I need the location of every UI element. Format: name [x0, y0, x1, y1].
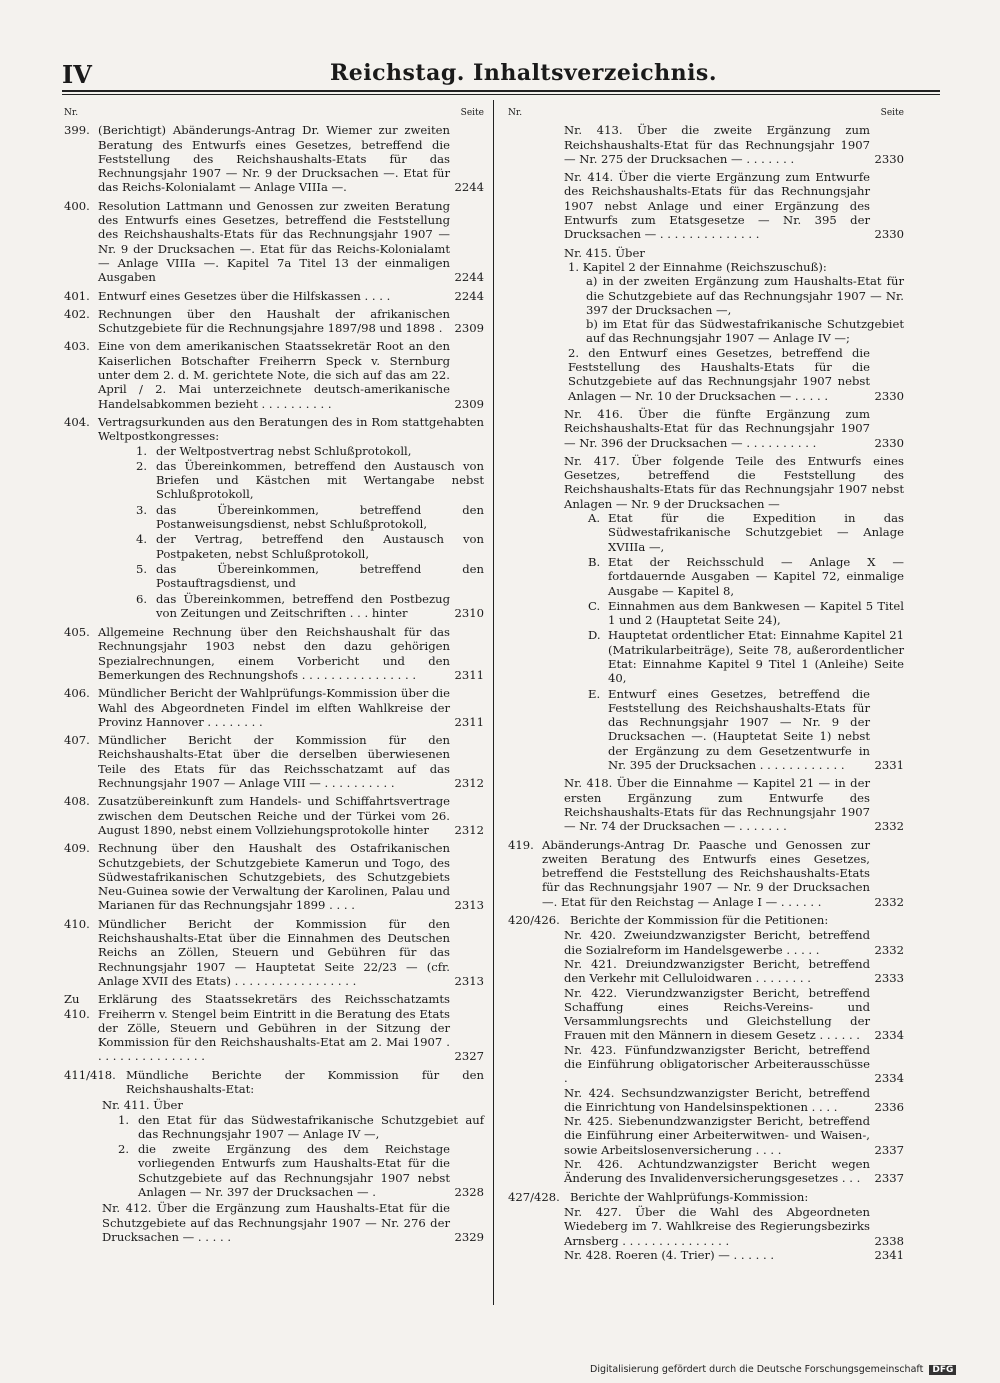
entry-page: 2332 — [874, 894, 904, 909]
list-item: C. Einnahmen aus dem Bankwesen — Kapitel 5 Titel 1 und 2 (Hauptetat Seite 24), — [588, 598, 904, 628]
entry-text: Rechnung über den Haushalt des Ostafrikanischen Schutzgebiets, der Schutzgebiete Kamerun und Togo, des Südwestafrikanischen Schutzgebiets, des Schutzgebiets Neu-Guinea sowie der Verwaltung der Karolinen, Palau und Marianen für das Rechnungsjahr 1899 . . . . — [98, 841, 450, 913]
list-item: 2. die zweite Ergänzung des dem Reichstage vorliegenden Entwurfs zum Haushalts-Etat für die Schutzgebiete auf das Rechnungsjahr 1907 nebst Anlagen — Nr. 397 der Drucksachen — . 2328 — [118, 1142, 484, 1200]
entry-text: Berichte der Wahlprüfungs-Kommission: — [570, 1189, 809, 1204]
entry-page: 2329 — [454, 1229, 484, 1244]
entry-number: 403. — [64, 339, 90, 354]
entry-text: Rechnungen über den Haushalt der afrikanischen Schutzgebiete für die Rechnungsjahre 1897/98 und 1898 . — [98, 306, 450, 336]
entry-page: 2311 — [454, 667, 484, 682]
entry-page: 2309 — [454, 321, 484, 336]
entry-zu-410 — [64, 992, 484, 1063]
sub-entry-416: Nr. 416. Über die fünfte Ergänzung zum Reichshaushalts-Etat für das Rechnungsjahr 1907 — Nr. 396 der Drucksachen — . . . . . . . . . . 2330 — [564, 406, 904, 450]
footer-credit: Digitalisierung gefördert durch die Deutsche Forschungsgemeinschaft DFG — [590, 1364, 956, 1375]
entry-text: Vertragsurkunden aus den Beratungen des in Rom stattgehabten Weltpostkongresses: — [98, 414, 484, 444]
entry-page: 2244 — [454, 180, 484, 195]
entry-409 — [64, 841, 484, 912]
left-column — [64, 106, 484, 1244]
entry-number: 420/426. — [508, 913, 560, 928]
entry-page: 2311 — [454, 714, 484, 729]
entry-page: 2309 — [454, 396, 484, 411]
entry-text: Mündlicher Bericht der Kommission für den Reichshaushalts-Etat über die Einnahmen des Deutschen Reichs an Zöllen, Steuern und Gebühren für das Rechnungsjahr 1907 — Hauptetat Seite 22/23 — (cfr. Anlage XVII des Etats) . . . . . . . . . . . . . . . . . — [98, 916, 450, 988]
entry-399 — [64, 123, 484, 194]
list-item: 3. das Übereinkommen, betreffend den Postanweisungsdienst, nebst Schlußprotokoll, — [136, 502, 484, 532]
entry-text: Erklärung des Staatssekretärs des Reichsschatzamts Freiherrn v. Stengel beim Eintritt in die Beratung des Etats der Zölle, Steuern und Gebühren in der Sitzung der Kommission für den Reichshaushalts-Etat am 2. Mai 1907 . . . . . . . . . . . . . . . . — [98, 992, 450, 1064]
entry-401 — [64, 289, 484, 303]
entry-402 — [64, 307, 484, 336]
entry-number: 402. — [64, 306, 90, 321]
entry-number: 404. — [64, 414, 90, 429]
list-item: Nr. 422. Vierundzwanzigster Bericht, betreffend Schaffung eines Reichs-Vereins- und Versammlungsrechts und Gleichstellung der Frauen mit den Männern in diesem Gesetz . . . . . . 2334 — [564, 985, 904, 1043]
entry-419 — [508, 838, 904, 909]
page-title: Reichstag. Inhaltsverzeichnis. — [330, 60, 717, 86]
entry-number: 408. — [64, 794, 90, 809]
list-item: Nr. 421. Dreiundzwanzigster Bericht, betreffend den Verkehr mit Celluloidwaren . . . . . . . . 2333 — [564, 956, 904, 986]
sub-entry-415: Nr. 415. Über 1. Kapitel 2 der Einnahme (Reichszuschuß): a) in der zweiten Ergänzung zum Haushalts-Etat für die Schutzgebiete auf das Rechnungsjahr 1907 — Nr. 397 der Drucksachen —, b) im Etat für das Südwestafrikanische Schutzgebiet auf das Rechnungsjahr 1907 — Anlage IV —; 2. den Entwurf eines Gesetzes, betreffend die Feststellung des Haushalts-Etats für die Schutzgebiete auf das Rechnungsjahr 1907 nebst Anlagen — Nr. 10 der Drucksachen — . . . . . 2330 — [564, 245, 904, 403]
seite-heading: Seite — [460, 108, 484, 118]
entry-page: 2330 — [874, 151, 904, 166]
list-item: Nr. 425. Siebenundzwanzigster Bericht, betreffend die Einführung einer Arbeiterwitwen- und Waisen-, sowie Arbeitslosenversicherung . . . . 2337 — [564, 1114, 904, 1157]
nr-heading: Nr. — [64, 108, 79, 118]
list-item: B. Etat der Reichsschuld — Anlage X — fortdauernde Ausgaben — Kapitel 72, einmalige Ausgabe — Kapitel 8, — [588, 554, 904, 598]
sub-entry-413: Nr. 413. Über die zweite Ergänzung zum Reichshaushalts-Etat für das Rechnungsjahr 1907 — Nr. 275 der Drucksachen — . . . . . . . 2330 — [564, 123, 904, 166]
sub-entry-411: Nr. 411. Über 1. den Etat für das Südwestafrikanische Schutzgebiet auf das Rechnungsjahr 1907 — Anlage IV —, 2. die zweite Ergänzung des dem Reichstage vorliegenden Entwurfs zum Haushalts-Etat für die Schutzgebiete auf das Rechnungsjahr 1907 nebst Anlagen — Nr. 397 der Drucksachen — . 2328 — [102, 1098, 484, 1200]
list-item: 6. das Übereinkommen, betreffend den Postbezug von Zeitungen und Zeitschriften . . . hinter 2310 — [136, 591, 484, 620]
list-item: Nr. 420. Zweiundzwanzigster Bericht, betreffend die Sozialreform im Handelsgewerbe . . . . . 2332 — [564, 928, 904, 957]
entry-text: Berichte der Kommission für die Petitionen: — [570, 913, 829, 928]
entry-page: 2330 — [874, 388, 904, 403]
list-item: E. Entwurf eines Gesetzes, betreffend die Feststellung des Reichshaushalts-Etats für das Rechnungsjahr 1907 — Nr. 9 der Drucksachen —. (Hauptetat Seite 1) nebst der Ergänzung zu dem Gesetzentwurfe in Nr. 395 der Drucksachen . . . . . . . . . . . . 2331 — [588, 686, 904, 773]
entry-text: Eine von dem amerikanischen Staatssekretär Root an den Kaiserlichen Botschafter Freiherrn Speck v. Sternburg unter dem 2. d. M. gerichtete Note, die sich auf das am 22. April / 2. Mai unterzeichnete deutsch-amerikanische Handelsabkommen bezieht . . . . . . . . . . — [98, 339, 450, 411]
entry-410 — [64, 917, 484, 988]
entry-405 — [64, 625, 484, 682]
entry-number: 410. — [64, 916, 90, 931]
entry-number: 401. — [64, 288, 90, 303]
entry-420-426 — [508, 913, 904, 927]
entry-page: 2328 — [454, 1185, 484, 1200]
entry-number: 407. — [64, 733, 90, 748]
list-item: 5. das Übereinkommen, betreffend den Postauftragsdienst, und — [136, 561, 484, 591]
entry-text: Mündlicher Bericht der Kommission für den Reichshaushalts-Etat über die derselben überwiesenen Teile des Etats für das Reichsschatzamt auf das Rechnungsjahr 1907 — Anlage VIII — . . . . . . . . . . — [98, 733, 450, 791]
entry-406 — [64, 686, 484, 729]
entry-page: 2330 — [874, 227, 904, 242]
sub-entry-418: Nr. 418. Über die Einnahme — Kapitel 21 — in der ersten Ergänzung zum Entwurfe des Reichshaushalts-Etats für das Rechnungsjahr 1907 — Nr. 74 der Drucksachen — . . . . . . . 2332 — [564, 776, 904, 834]
petition-reports — [508, 928, 904, 1185]
entry-text: (Berichtigt) Abänderungs-Antrag Dr. Wiemer zur zweiten Beratung des Entwurfs eines Gesetzes, betreffend die Feststellung des Reichshaushalts-Etats für das Rechnungsjahr 1907 — Nr. 9 der Drucksachen —. Etat für das Reichs-Kolonialamt — Anlage VIIIa —. — [98, 123, 450, 195]
entry-400 — [64, 199, 484, 285]
entry-number: 409. — [64, 841, 90, 856]
entry-page: 2244 — [454, 270, 484, 285]
list-item: Nr. 427. Über die Wahl des Abgeordneten Wiedeberg im 7. Wahlkreise des Regierungsbezirks Arnsberg . . . . . . . . . . . . . . . 2338 — [564, 1204, 904, 1248]
entry-number: 400. — [64, 198, 90, 213]
entry-text: Abänderungs-Antrag Dr. Paasche und Genossen zur zweiten Beratung des Entwurfs eines Gesetzes, betreffend die Feststellung des Reichshaushalts-Etats für das Rechnungsjahr 1907 — Nr. 9 der Drucksachen —. Etat für den Reichstag — Anlage I — . . . . . . — [542, 837, 870, 909]
entry-text: Mündlicher Bericht der Wahlprüfungs-Kommission über die Wahl des Abgeordneten Findel im elften Wahlkreise der Provinz Hannover . . . . . . . . — [98, 686, 450, 729]
right-column — [508, 106, 904, 1262]
list-item: D. Hauptetat ordentlicher Etat: Einnahme Kapitel 21 (Matrikularbeiträge), Seite 78, außerordentlicher Etat: Einnahme Kapitel 9 Titel 1 (Anleihe) Seite 40, — [588, 628, 904, 686]
entry-page: 2310 — [454, 605, 484, 620]
entry-number: 419. — [508, 837, 534, 852]
entry-text: Mündliche Berichte der Kommission für den Reichshaushalts-Etat: — [126, 1067, 484, 1096]
page-number: IV — [62, 60, 92, 89]
sub-entry-414: Nr. 414. Über die vierte Ergänzung zum Entwurfe des Reichshaushalts-Etats für das Rechnungsjahr 1907 nebst Anlage und einer Ergänzung des Entwurfs zum Etatsgesetze — Nr. 395 der Drucksachen — . . . . . . . . . . . . . . 2330 — [564, 170, 904, 242]
entry-number: 427/428. — [508, 1189, 560, 1204]
entry-page: 2330 — [874, 435, 904, 450]
entry-page: 2313 — [454, 898, 484, 913]
entry-text: Entwurf eines Gesetzes über die Hilfskassen . . . . — [98, 288, 391, 303]
list-item: 1. den Etat für das Südwestafrikanische Schutzgebiet auf das Rechnungsjahr 1907 — Anlage IV —, — [118, 1112, 484, 1141]
entry-408 — [64, 794, 484, 837]
entry-number: 411/418. — [64, 1067, 116, 1082]
dfg-logo: DFG — [929, 1365, 956, 1375]
entry-text: Allgemeine Rechnung über den Reichshaushalt für das Rechnungsjahr 1903 nebst den dazu gehörigen Spezialrechnungen, einem Vorbericht und den Bemerkungen des Rechnungshofs . . . . . . . . . . . . . . . . — [98, 625, 450, 682]
nr-heading: Nr. — [508, 108, 523, 118]
entry-text: Zusatzübereinkunft zum Handels- und Schiffahrtsvertrage zwischen dem Deutschen Reiche und der Türkei vom 26. August 1890, nebst einem Vollziehungsprotokolle hinter — [98, 794, 450, 837]
seite-heading: Seite — [880, 108, 904, 118]
entry-number: 405. — [64, 625, 90, 640]
entry-407 — [64, 733, 484, 790]
entry-number: Zu 410. — [64, 992, 90, 1021]
entry-page: 2331 — [874, 758, 904, 773]
list-item: Nr. 428. Roeren (4. Trier) — . . . . . . 2341 — [564, 1247, 904, 1262]
header-rule-thin — [62, 94, 940, 95]
entry-403 — [64, 339, 484, 410]
entry-411-418 — [64, 1068, 484, 1097]
entry-text: Resolution Lattmann und Genossen zur zweiten Beratung des Entwurfs eines Gesetzes, betreffend die Feststellung des Reichshaushalts-Etats für das Rechnungsjahr 1907 — Nr. 9 der Drucksachen —. Etat für das Reichs-Kolonialamt — Anlage VIIIa —. Kapitel 7a Titel 13 der einmaligen Ausgaben — [98, 198, 450, 285]
column-header — [64, 106, 484, 120]
entry-page: 2244 — [454, 288, 484, 303]
election-reports — [508, 1205, 904, 1262]
column-divider — [493, 100, 494, 1305]
list-item: 1. der Weltpostvertrag nebst Schlußprotokoll, — [136, 443, 412, 458]
entry-page: 2313 — [454, 973, 484, 988]
list-item: 2. das Übereinkommen, betreffend den Austausch von Briefen und Kästchen mit Wertangabe nebst Schlußprotokoll, — [136, 458, 484, 502]
sub-entry-412: Nr. 412. Über die Ergänzung zum Haushalts-Etat für die Schutzgebiete auf das Rechnungsjahr 1907 — Nr. 276 der Drucksachen — . . . . . 2329 — [102, 1201, 484, 1244]
header-rule — [62, 90, 940, 92]
list-item: A. Etat für die Expedition in das Südwestafrikanische Schutzgebiet — Anlage XVIIIa —, — [588, 511, 904, 554]
entry-page: 2327 — [454, 1049, 484, 1064]
entry-page: 2312 — [454, 822, 484, 837]
column-header — [508, 106, 904, 120]
list-item: Nr. 426. Achtundzwanzigster Bericht wegen Änderung des Invalidenversicherungsgesetzes . . . 2337 — [564, 1157, 904, 1186]
list-item: Nr. 424. Sechsundzwanzigster Bericht, betreffend die Einrichtung von Handelsinspektionen . . . . 2336 — [564, 1085, 904, 1114]
entry-page: 2332 — [874, 819, 904, 834]
entry-404 — [64, 415, 484, 621]
entry-number: 399. — [64, 123, 90, 138]
entry-page: 2312 — [454, 776, 484, 791]
entry-number: 406. — [64, 686, 90, 701]
sub-entry-417: Nr. 417. Über folgende Teile des Entwurfs eines Gesetzes, betreffend die Feststellung des Reichshaushalts-Etats für das Rechnungsjahr 1907 nebst Anlagen — Nr. 9 der Drucksachen — A. Etat für die Expedition in das Südwestafrikanische Schutzgebiet — Anlage XVIIIa —, B. Etat der Reichsschuld — Anlage X — fortdauernde Ausgaben — Kapitel 72, einmalige Ausgabe — Kapitel 8, C. Einnahmen aus dem Bankwesen — Kapitel 5 Titel 1 und 2 (Hauptetat Seite 24), D. Hauptetat ordentlicher Etat: Einnahme Kapitel 21 (Matrikularbeiträge), Seite 78, außerordentlicher Etat: Einnahme Kapitel 9 Titel 1 (Anleihe) Seite 40, E. Entwurf eines Gesetzes, betreffend die Feststellung des Reichshaushalts-Etats für das Rechnungsjahr 1907 — Nr. 9 der Drucksachen —. (Hauptetat Seite 1) nebst der Ergänzung zu dem Gesetzentwurfe in Nr. 395 der Drucksachen . . . . . . . . . . . . 2331 — [564, 453, 904, 773]
entry-427-428 — [508, 1190, 904, 1204]
list-item: 4. der Vertrag, betreffend den Austausch von Postpaketen, nebst Schlußprotokoll, — [136, 532, 484, 561]
list-item: Nr. 423. Fünfundzwanzigster Bericht, betreffend die Einführung obligatorischer Arbeiterausschüsse . 2334 — [564, 1042, 904, 1086]
